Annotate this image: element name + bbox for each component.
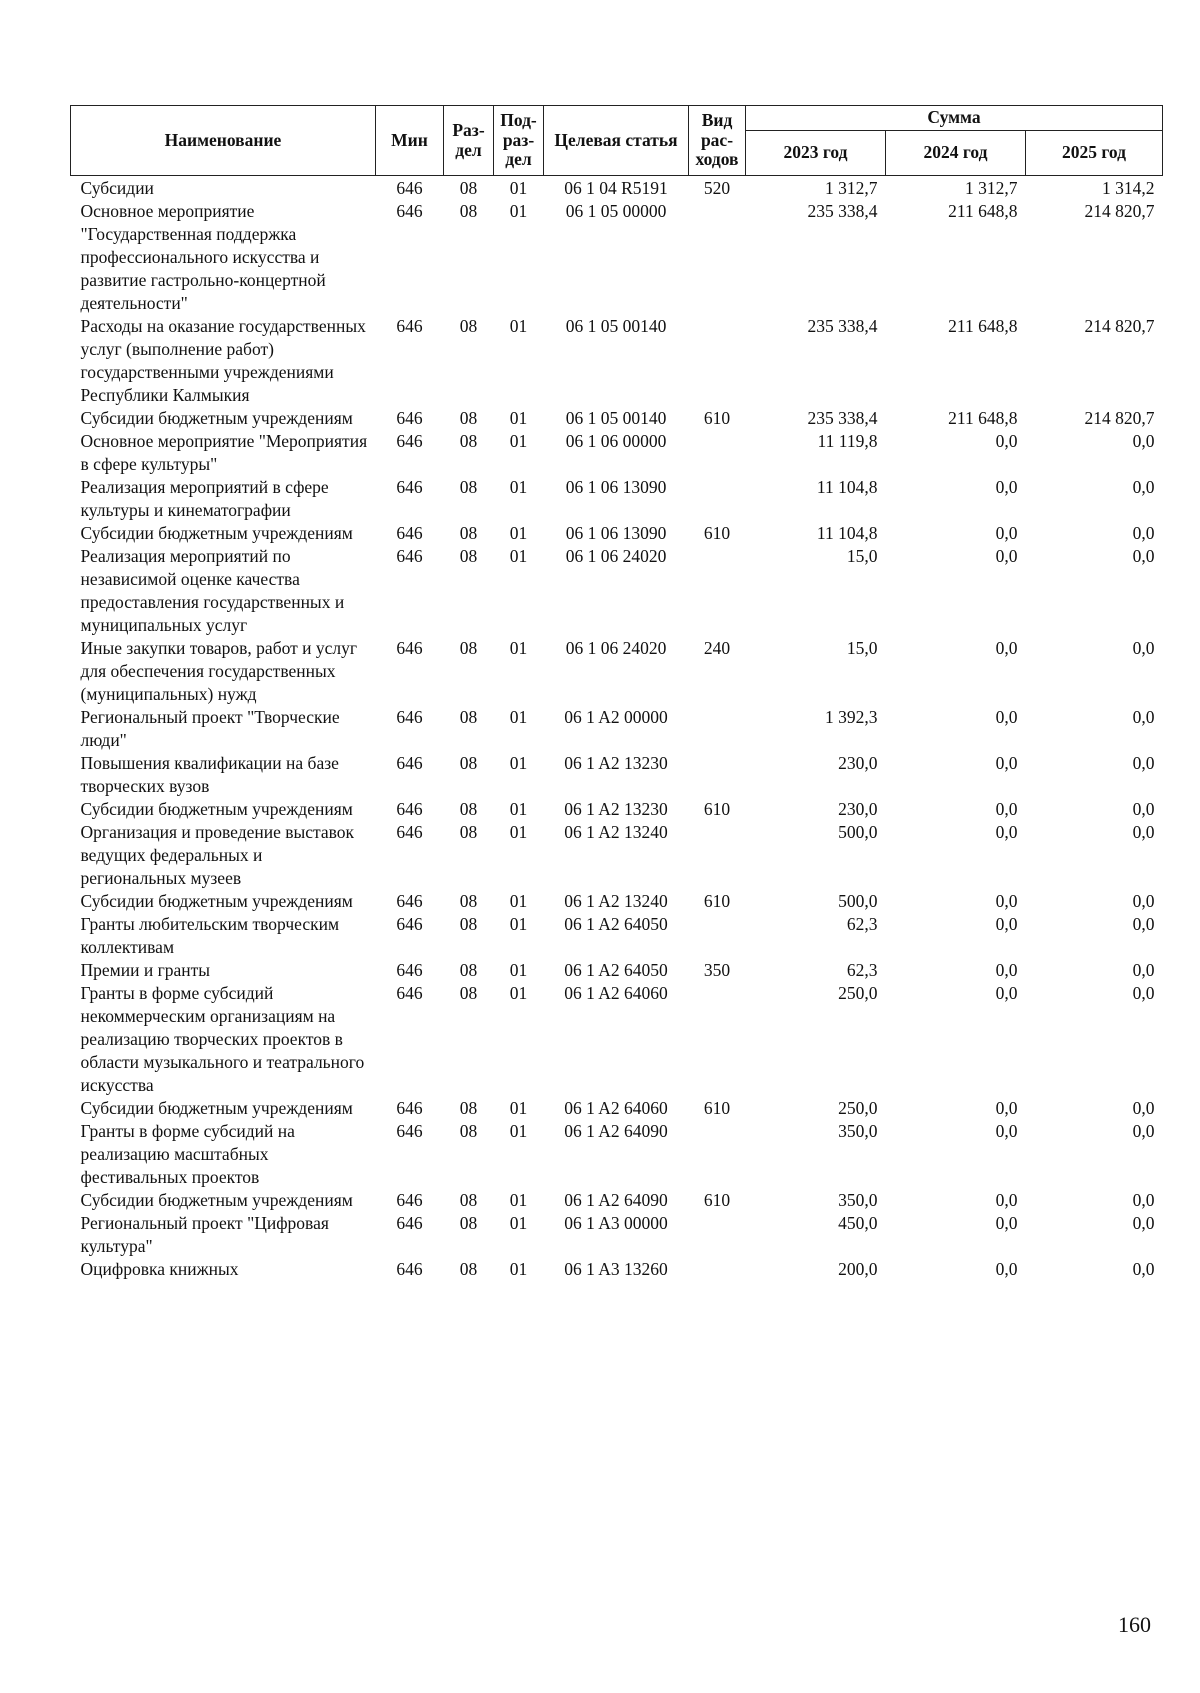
cell-name: Оцифровка книжных xyxy=(80,1259,239,1279)
cell-2025: 214 820,7 xyxy=(1084,316,1155,336)
cell-subsection: 01 xyxy=(509,523,528,543)
cell-2025: 0,0 xyxy=(1132,1213,1155,1233)
cell-subsection: 01 xyxy=(509,431,528,451)
cell-min: 646 xyxy=(396,477,423,497)
cell-name: Реализация мероприятий в сфере культуры и кинематографии xyxy=(80,477,329,520)
table-row xyxy=(71,430,1163,476)
cell-subsection: 01 xyxy=(509,477,528,497)
cell-2023: 235 338,4 xyxy=(807,201,878,221)
cell-2023: 1 392,3 xyxy=(825,707,878,727)
cell-2023: 500,0 xyxy=(838,891,878,911)
table-row xyxy=(71,821,1163,890)
cell-2025: 0,0 xyxy=(1132,707,1155,727)
cell-2025: 0,0 xyxy=(1132,960,1155,980)
cell-kind: 610 xyxy=(703,408,731,428)
table-row xyxy=(71,545,1163,637)
cell-target: 06 1 A2 00000 xyxy=(564,707,668,727)
cell-target: 06 1 A2 64060 xyxy=(564,983,668,1003)
cell-min: 646 xyxy=(396,891,423,911)
cell-min: 646 xyxy=(396,1213,423,1233)
cell-2024: 0,0 xyxy=(995,546,1018,566)
cell-name: Субсидии бюджетным учреждениям xyxy=(80,523,353,543)
cell-min: 646 xyxy=(396,1098,423,1118)
cell-section: 08 xyxy=(459,891,478,911)
cell-2024: 0,0 xyxy=(995,960,1018,980)
header-kind: Вид рас-ходов xyxy=(689,106,746,176)
cell-2024: 0,0 xyxy=(995,477,1018,497)
cell-name: Премии и гранты xyxy=(80,960,211,980)
cell-name: Расходы на оказание государственных услуг (выполнение работ) государственными учреждениями Республики Калмыкия xyxy=(80,316,366,405)
cell-2024: 0,0 xyxy=(995,822,1018,842)
cell-name: Гранты в форме субсидий на реализацию масштабных фестивальных проектов xyxy=(80,1121,295,1187)
cell-subsection: 01 xyxy=(509,822,528,842)
table-row xyxy=(71,1097,1163,1120)
cell-2024: 0,0 xyxy=(995,753,1018,773)
cell-section: 08 xyxy=(459,799,478,819)
cell-2025: 0,0 xyxy=(1132,983,1155,1003)
cell-min: 646 xyxy=(396,1190,423,1210)
cell-section: 08 xyxy=(459,1121,478,1141)
table-row xyxy=(71,982,1163,1097)
cell-target: 06 1 A2 13240 xyxy=(564,891,668,911)
cell-2023: 250,0 xyxy=(838,983,878,1003)
table-body xyxy=(71,176,1163,1282)
cell-2023: 235 338,4 xyxy=(807,316,878,336)
cell-2023: 450,0 xyxy=(838,1213,878,1233)
cell-name: Субсидии бюджетным учреждениям xyxy=(80,1098,353,1118)
cell-min: 646 xyxy=(396,983,423,1003)
cell-min: 646 xyxy=(396,408,423,428)
cell-kind xyxy=(689,913,746,959)
cell-section: 08 xyxy=(459,914,478,934)
cell-2024: 211 648,8 xyxy=(948,316,1018,336)
cell-2024: 0,0 xyxy=(995,1213,1018,1233)
cell-subsection: 01 xyxy=(509,914,528,934)
cell-2024: 0,0 xyxy=(995,799,1018,819)
cell-2024: 0,0 xyxy=(995,914,1018,934)
cell-2025: 0,0 xyxy=(1132,431,1155,451)
cell-name: Региональный проект "Творческие люди" xyxy=(80,707,340,750)
cell-section: 08 xyxy=(459,1190,478,1210)
cell-section: 08 xyxy=(459,983,478,1003)
page-number: 160 xyxy=(1118,1612,1151,1637)
cell-target: 06 1 A2 64050 xyxy=(564,960,668,980)
cell-min: 646 xyxy=(396,178,423,198)
table-row xyxy=(71,706,1163,752)
cell-2023: 250,0 xyxy=(838,1098,878,1118)
cell-2025: 0,0 xyxy=(1132,523,1155,543)
cell-2024: 211 648,8 xyxy=(948,408,1018,428)
cell-2025: 0,0 xyxy=(1132,1190,1155,1210)
cell-2024: 0,0 xyxy=(995,638,1018,658)
table-row xyxy=(71,637,1163,706)
cell-subsection: 01 xyxy=(509,408,528,428)
cell-subsection: 01 xyxy=(509,707,528,727)
cell-2023: 11 119,8 xyxy=(817,431,878,451)
table-row xyxy=(71,913,1163,959)
cell-section: 08 xyxy=(459,638,478,658)
cell-2023: 350,0 xyxy=(838,1190,878,1210)
cell-target: 06 1 A2 13230 xyxy=(564,753,668,773)
cell-section: 08 xyxy=(459,822,478,842)
cell-section: 08 xyxy=(459,316,478,336)
budget-table xyxy=(70,105,1163,1281)
cell-2023: 230,0 xyxy=(838,753,878,773)
cell-name: Субсидии бюджетным учреждениям xyxy=(80,891,353,911)
cell-target: 06 1 A2 64090 xyxy=(564,1121,668,1141)
cell-kind: 610 xyxy=(703,523,731,543)
cell-kind xyxy=(689,1258,746,1281)
cell-2024: 0,0 xyxy=(995,1190,1018,1210)
cell-2025: 0,0 xyxy=(1132,1121,1155,1141)
cell-name: Организация и проведение выставок ведущих федеральных и региональных музеев xyxy=(80,822,355,888)
cell-name: Субсидии бюджетным учреждениям xyxy=(80,799,353,819)
cell-min: 646 xyxy=(396,753,423,773)
cell-target: 06 1 05 00000 xyxy=(565,201,667,221)
table-row xyxy=(71,798,1163,821)
header-target: Целевая статья xyxy=(544,106,689,176)
cell-kind xyxy=(689,315,746,407)
cell-name: Повышения квалификации на базе творческих вузов xyxy=(80,753,339,796)
table-row xyxy=(71,890,1163,913)
table-row xyxy=(71,315,1163,407)
header-section: Раз-дел xyxy=(444,106,494,176)
cell-target: 06 1 05 00140 xyxy=(565,408,667,428)
cell-min: 646 xyxy=(396,822,423,842)
cell-target: 06 1 06 13090 xyxy=(565,477,667,497)
cell-2024: 0,0 xyxy=(995,523,1018,543)
header-2025: 2025 год xyxy=(1026,131,1163,176)
cell-kind: 520 xyxy=(703,178,731,198)
header-name: Наименование xyxy=(71,106,376,176)
cell-subsection: 01 xyxy=(509,201,528,221)
cell-subsection: 01 xyxy=(509,316,528,336)
cell-target: 06 1 06 24020 xyxy=(565,638,667,658)
cell-2025: 0,0 xyxy=(1132,1259,1155,1279)
cell-2025: 0,0 xyxy=(1132,638,1155,658)
table-row xyxy=(71,200,1163,315)
cell-section: 08 xyxy=(459,753,478,773)
cell-2023: 350,0 xyxy=(838,1121,878,1141)
cell-min: 646 xyxy=(396,960,423,980)
cell-kind xyxy=(689,476,746,522)
header-2024: 2024 год xyxy=(886,131,1026,176)
cell-section: 08 xyxy=(459,1213,478,1233)
cell-subsection: 01 xyxy=(509,1121,528,1141)
cell-subsection: 01 xyxy=(509,1098,528,1118)
cell-min: 646 xyxy=(396,523,423,543)
cell-name: Основное мероприятие "Мероприятия в сфере культуры" xyxy=(80,431,368,474)
cell-target: 06 1 A3 13260 xyxy=(564,1259,668,1279)
cell-min: 646 xyxy=(396,201,423,221)
cell-2023: 11 104,8 xyxy=(816,523,878,543)
cell-target: 06 1 A3 00000 xyxy=(564,1213,668,1233)
cell-target: 06 1 06 00000 xyxy=(565,431,667,451)
cell-2023: 235 338,4 xyxy=(807,408,878,428)
cell-name: Субсидии xyxy=(80,178,154,198)
cell-kind xyxy=(689,545,746,637)
cell-name: Гранты любительским творческим коллективам xyxy=(80,914,340,957)
cell-section: 08 xyxy=(459,707,478,727)
header-sum: Сумма xyxy=(746,106,1163,131)
cell-2024: 0,0 xyxy=(995,431,1018,451)
cell-2023: 230,0 xyxy=(838,799,878,819)
header-2023: 2023 год xyxy=(746,131,886,176)
cell-min: 646 xyxy=(396,914,423,934)
cell-2025: 0,0 xyxy=(1132,1098,1155,1118)
cell-2025: 0,0 xyxy=(1132,914,1155,934)
cell-2024: 1 312,7 xyxy=(965,178,1018,198)
cell-2025: 0,0 xyxy=(1132,799,1155,819)
cell-name: Гранты в форме субсидий некоммерческим организациям на реализацию творческих проектов в области музыкального и театрального искусства xyxy=(80,983,365,1095)
table-header xyxy=(71,106,1163,176)
cell-2025: 1 314,2 xyxy=(1102,178,1155,198)
table-row xyxy=(71,1189,1163,1212)
cell-2025: 0,0 xyxy=(1132,753,1155,773)
cell-kind xyxy=(689,1120,746,1189)
table-row xyxy=(71,1120,1163,1189)
cell-section: 08 xyxy=(459,408,478,428)
cell-target: 06 1 A2 13240 xyxy=(564,822,668,842)
cell-kind xyxy=(689,1212,746,1258)
cell-kind xyxy=(689,752,746,798)
cell-2023: 62,3 xyxy=(846,960,878,980)
cell-subsection: 01 xyxy=(509,1259,528,1279)
cell-2023: 62,3 xyxy=(846,914,878,934)
cell-2025: 214 820,7 xyxy=(1084,201,1155,221)
cell-section: 08 xyxy=(459,431,478,451)
cell-2023: 500,0 xyxy=(838,822,878,842)
cell-subsection: 01 xyxy=(509,1190,528,1210)
cell-2023: 15,0 xyxy=(846,638,878,658)
table-row xyxy=(71,1258,1163,1281)
cell-section: 08 xyxy=(459,1259,478,1279)
cell-target: 06 1 06 13090 xyxy=(565,523,667,543)
cell-target: 06 1 05 00140 xyxy=(565,316,667,336)
cell-2023: 1 312,7 xyxy=(825,178,878,198)
cell-section: 08 xyxy=(459,477,478,497)
cell-section: 08 xyxy=(459,960,478,980)
cell-kind xyxy=(689,200,746,315)
cell-section: 08 xyxy=(459,201,478,221)
cell-min: 646 xyxy=(396,546,423,566)
cell-name: Реализация мероприятий по независимой оценке качества предоставления государственных и муниципальных услуг xyxy=(80,546,345,635)
cell-kind: 610 xyxy=(703,891,731,911)
cell-subsection: 01 xyxy=(509,983,528,1003)
cell-target: 06 1 06 24020 xyxy=(565,546,667,566)
table-row xyxy=(71,407,1163,430)
cell-2023: 200,0 xyxy=(838,1259,878,1279)
cell-2024: 211 648,8 xyxy=(948,201,1018,221)
cell-2024: 0,0 xyxy=(995,1259,1018,1279)
cell-name: Региональный проект "Цифровая культура" xyxy=(80,1213,329,1256)
cell-target: 06 1 A2 64050 xyxy=(564,914,668,934)
cell-name: Иные закупки товаров, работ и услуг для обеспечения государственных (муниципальных) нужд xyxy=(80,638,358,704)
cell-min: 646 xyxy=(396,1121,423,1141)
cell-2025: 0,0 xyxy=(1132,891,1155,911)
table-row xyxy=(71,959,1163,982)
cell-kind xyxy=(689,430,746,476)
cell-min: 646 xyxy=(396,707,423,727)
cell-subsection: 01 xyxy=(509,1213,528,1233)
cell-kind: 610 xyxy=(703,799,731,819)
cell-section: 08 xyxy=(459,523,478,543)
table-row xyxy=(71,752,1163,798)
cell-kind: 610 xyxy=(703,1098,731,1118)
cell-target: 06 1 A2 64090 xyxy=(564,1190,668,1210)
cell-section: 08 xyxy=(459,546,478,566)
cell-min: 646 xyxy=(396,638,423,658)
cell-subsection: 01 xyxy=(509,638,528,658)
cell-name: Субсидии бюджетным учреждениям xyxy=(80,1190,353,1210)
cell-subsection: 01 xyxy=(509,753,528,773)
cell-2024: 0,0 xyxy=(995,707,1018,727)
cell-2025: 0,0 xyxy=(1132,477,1155,497)
table-row xyxy=(71,476,1163,522)
header-min: Мин xyxy=(376,106,444,176)
cell-target: 06 1 A2 13230 xyxy=(564,799,668,819)
cell-2024: 0,0 xyxy=(995,1098,1018,1118)
cell-kind xyxy=(689,706,746,752)
cell-target: 06 1 04 R5191 xyxy=(564,178,668,198)
cell-2024: 0,0 xyxy=(995,891,1018,911)
cell-kind: 610 xyxy=(703,1190,731,1210)
cell-min: 646 xyxy=(396,316,423,336)
cell-subsection: 01 xyxy=(509,799,528,819)
cell-kind xyxy=(689,821,746,890)
cell-min: 646 xyxy=(396,1259,423,1279)
cell-min: 646 xyxy=(396,799,423,819)
cell-2024: 0,0 xyxy=(995,983,1018,1003)
cell-name: Субсидии бюджетным учреждениям xyxy=(80,408,353,428)
cell-section: 08 xyxy=(459,178,478,198)
cell-kind: 350 xyxy=(703,960,731,980)
table-row xyxy=(71,176,1163,201)
cell-section: 08 xyxy=(459,1098,478,1118)
cell-kind: 240 xyxy=(703,638,731,658)
cell-subsection: 01 xyxy=(509,546,528,566)
cell-min: 646 xyxy=(396,431,423,451)
header-subsection: Под-раз-дел xyxy=(494,106,544,176)
cell-subsection: 01 xyxy=(509,178,528,198)
cell-2023: 11 104,8 xyxy=(816,477,878,497)
cell-2023: 15,0 xyxy=(846,546,878,566)
cell-subsection: 01 xyxy=(509,891,528,911)
cell-target: 06 1 A2 64060 xyxy=(564,1098,668,1118)
table-row xyxy=(71,522,1163,545)
cell-name: Основное мероприятие "Государственная поддержка профессионального искусства и развитие гастрольно-концертной деятельности" xyxy=(80,201,326,313)
cell-2025: 0,0 xyxy=(1132,822,1155,842)
cell-kind xyxy=(689,982,746,1097)
table-row xyxy=(71,1212,1163,1258)
cell-2025: 214 820,7 xyxy=(1084,408,1155,428)
cell-2025: 0,0 xyxy=(1132,546,1155,566)
cell-2024: 0,0 xyxy=(995,1121,1018,1141)
cell-subsection: 01 xyxy=(509,960,528,980)
